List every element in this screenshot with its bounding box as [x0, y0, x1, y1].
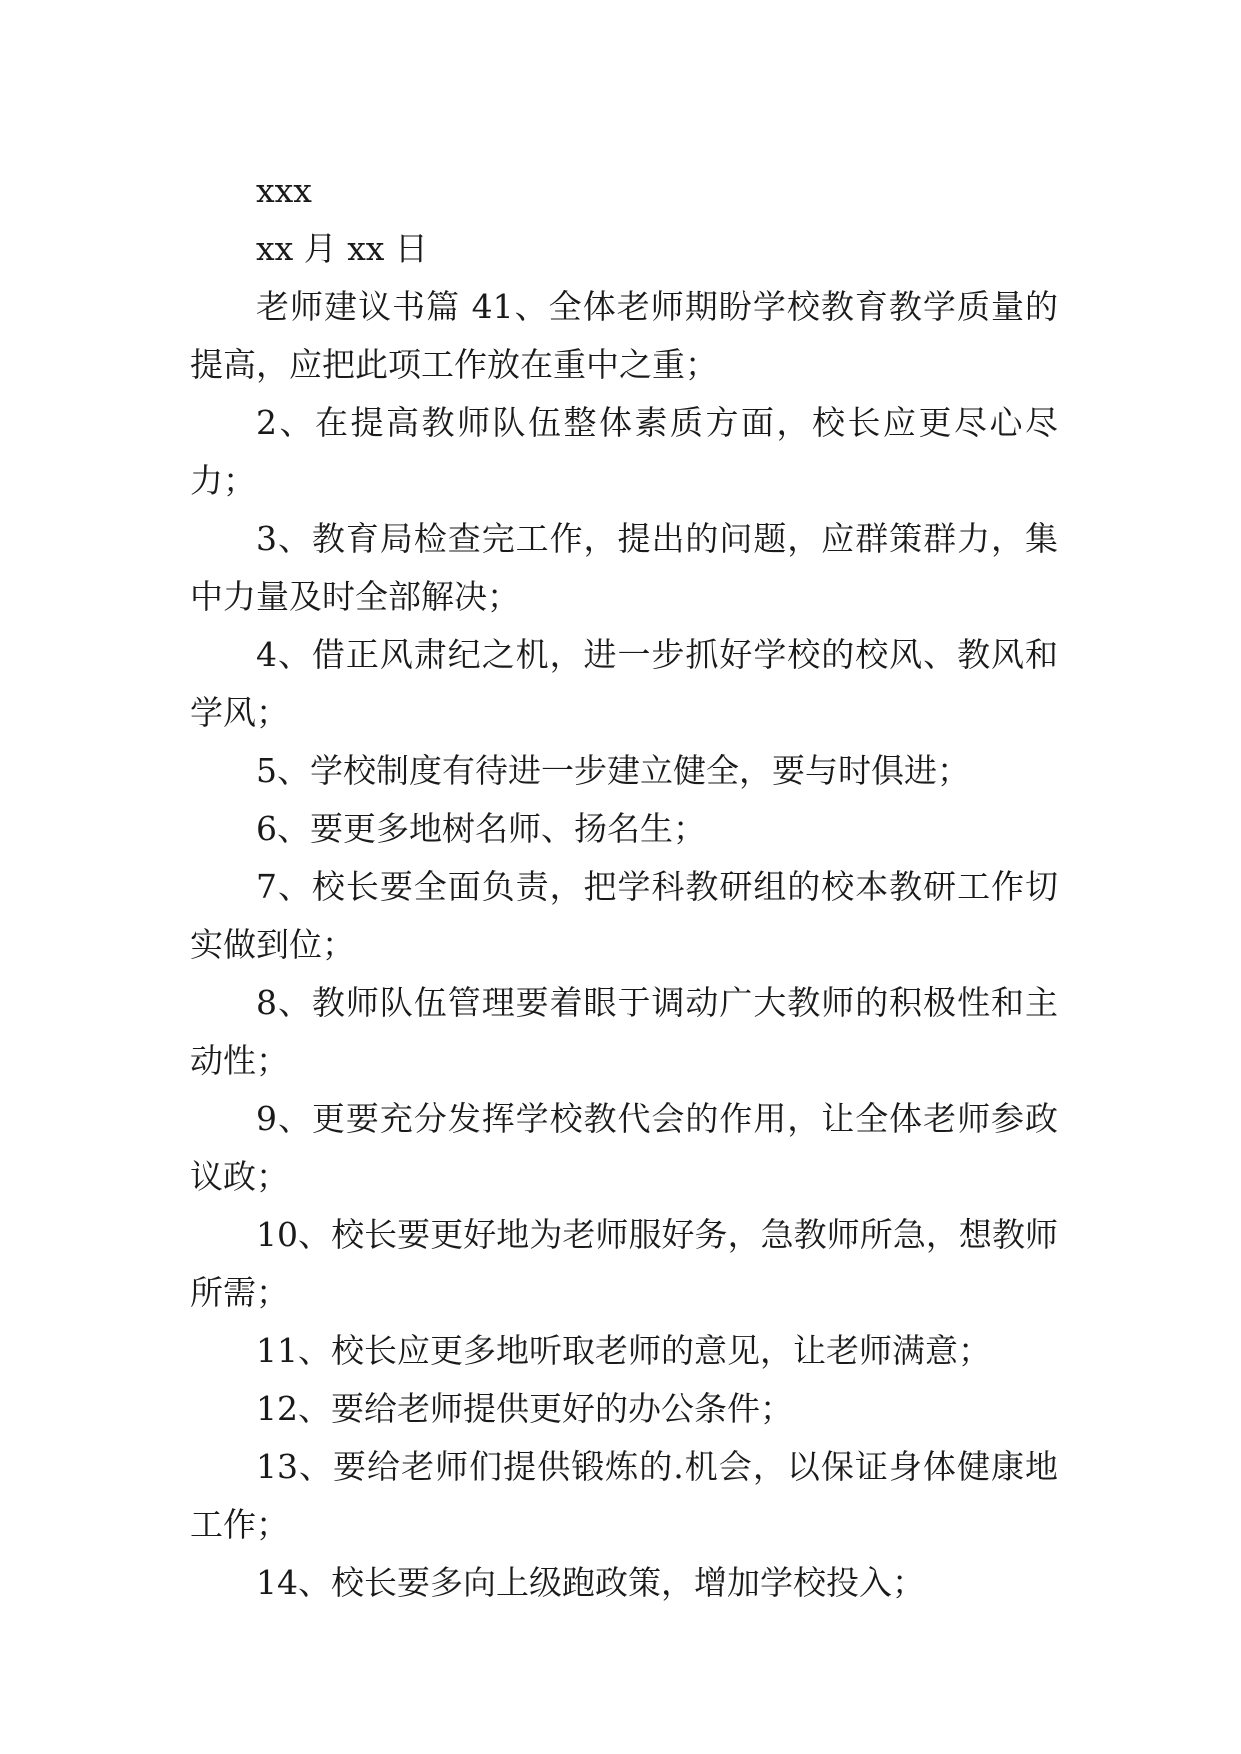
paragraph-12: 12、要给老师提供更好的办公条件；: [256, 1389, 793, 1428]
document-body: [190, 162, 1058, 1612]
paragraph-7: 7、校长要全面负责，把学科教研组的校本教研工作切实做到位；: [190, 867, 1058, 964]
signature-date: xx 月 xx 日: [256, 229, 428, 268]
paragraph-13: 13、要给老师们提供锻炼的.机会，以保证身体健康地工作；: [190, 1447, 1058, 1544]
paragraph-1: 老师建议书篇 41、全体老师期盼学校教育教学质量的提高，应把此项工作放在重中之重；: [190, 287, 1058, 384]
paragraph-11: 11、校长应更多地听取老师的意见，让老师满意；: [256, 1331, 991, 1370]
paragraph-8: 8、教师队伍管理要着眼于调动广大教师的积极性和主动性；: [190, 983, 1058, 1080]
paragraph-3: 3、教育局检查完工作，提出的问题，应群策群力，集中力量及时全部解决；: [190, 519, 1058, 616]
paragraph-9: 9、更要充分发挥学校教代会的作用，让全体老师参政议政；: [190, 1099, 1058, 1196]
paragraph-14: 14、校长要多向上级跑政策，增加学校投入；: [256, 1563, 925, 1602]
paragraph-5: 5、学校制度有待进一步建立健全，要与时俱进；: [256, 751, 970, 790]
paragraph-10: 10、校长要更好地为老师服好务，急教师所急，想教师所需；: [190, 1215, 1058, 1312]
paragraph-4: 4、借正风肃纪之机，进一步抓好学校的校风、教风和学风；: [190, 635, 1058, 732]
paragraph-6: 6、要更多地树名师、扬名生；: [256, 809, 706, 848]
paragraph-2: 2、在提高教师队伍整体素质方面，校长应更尽心尽力；: [190, 403, 1058, 500]
signature-name: xxx: [256, 171, 312, 210]
